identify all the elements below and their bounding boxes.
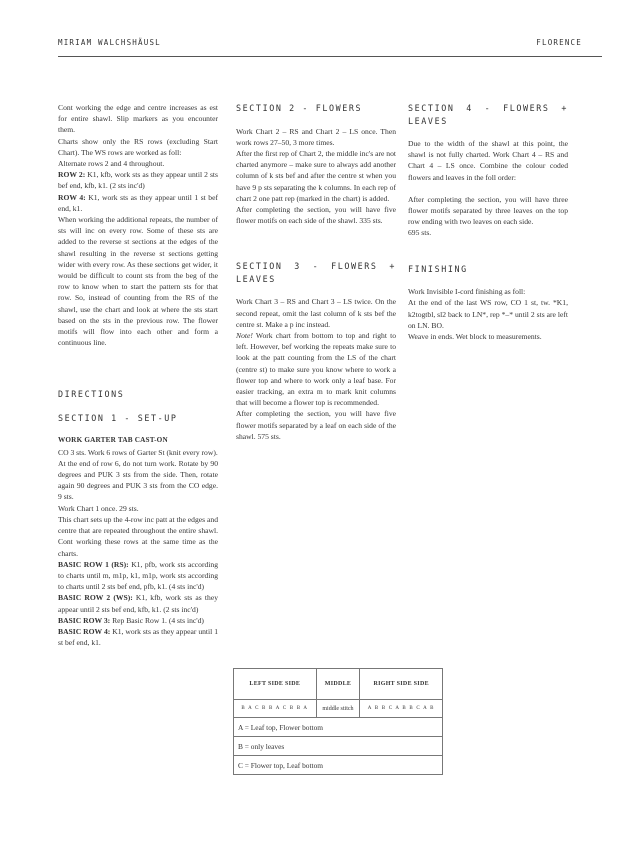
paragraph: At the end of the last WS row, CO 1 st, tw. *K1, k2togtbl, sl2 back to LN*, rep *–* until 2 sts are left on LN. BO.	[408, 298, 568, 330]
row-text: Rep Basic Row 1. (4 sts inc'd)	[110, 615, 204, 625]
paragraph: This chart sets up the 4-row inc patt at the edges and centre that are repeated throughout the entire shawl. Cont working these rows at the same time as the charts.	[58, 514, 218, 558]
row-instruction	[58, 626, 218, 648]
paragraph: When working the additional repeats, the number of sts will inc on every row. Some of these sts are added to the reverse st sections at the edges of the shawl resulting in the reverse st sections getting wider with every row. As these sections get wider, it would be difficult to count sts from the beg of the row to know when to start the pattern sts for that row. So, instead of counting from the RS of the shawl, use the chart and look at where the sts start based on the sts in the previous row. The flower motifs will flow into each other and form a continuous line.	[58, 215, 218, 348]
right-sequence: A B B C A B B C A B	[360, 700, 443, 718]
spacer	[236, 226, 396, 260]
note-label: Note!	[236, 330, 253, 340]
spacer	[58, 424, 218, 435]
row-label: BASIC ROW 3:	[58, 615, 111, 625]
motif-order-table	[233, 668, 443, 775]
paragraph: Work Chart 1 once. 29 sts.	[58, 503, 139, 513]
legend-a: A = Leaf top, Flower bottom	[234, 718, 443, 737]
paragraph: Weave in ends. Wet block to measurements.	[408, 331, 542, 341]
middle-sequence: middle stitch	[316, 700, 360, 718]
spacer	[58, 401, 218, 412]
spacer	[408, 275, 568, 286]
spacer	[408, 127, 568, 138]
row-text: K1, work sts as they appear until 1 st bef end, k1.	[58, 626, 218, 648]
spacer	[408, 183, 568, 194]
paragraph: After the first rep of Chart 2, the middle inc's are not charted anymore – make sure to always add another column of k sts bef and after the centre st when you have 9 p sts separating the k columns. In each rep of chart 2 one patt rep (marked in the chart) is added.	[236, 148, 396, 203]
paragraph: Work Chart 2 – RS and Chart 2 – LS once. Then work rows 27–50, 3 more times.	[236, 126, 396, 147]
spacer	[236, 115, 396, 126]
spacer	[408, 239, 568, 263]
header-divider	[58, 56, 602, 57]
left-side-header: LEFT SIDE SIDE	[234, 669, 317, 700]
row-text: K1, work sts as they appear until 1 st bef end, k1.	[58, 192, 219, 213]
table-header-row	[234, 669, 443, 700]
page-header	[58, 38, 582, 52]
table-row	[234, 756, 443, 775]
row-instruction	[58, 615, 218, 626]
row-text: K1, kfb, work sts as they appear until 2 sts bef end, kfb, k1. (2 sts inc'd)	[58, 170, 218, 191]
paragraph: Cont working the edge and centre increases as est for entire shawl. Slip markers as you encounter them.	[58, 103, 218, 135]
paragraph: After completing the section, you will have five flower motifs separated by a leaf on each side of the shawl. 575 sts.	[236, 409, 396, 441]
table-row	[234, 737, 443, 756]
note-text: Work chart from bottom to top and right to left. However, bef working the repeats make sure to look at the patt counting from the LS of the chart (centre st) to make sure you know where to work a flower top and where to work only a leaf base. For easier tracking, an extra m to mark knit columns that will become a flower top is recommended.	[236, 330, 396, 408]
row-instruction	[58, 592, 218, 614]
paragraph: After completing the section, you will have five flower motifs on each side of the shawl. 335 sts.	[236, 204, 396, 226]
spacer	[58, 348, 218, 388]
legend-b: B = only leaves	[234, 737, 443, 756]
row-label: BASIC ROW 2 (WS):	[58, 593, 133, 603]
row-label: BASIC ROW 4:	[58, 626, 111, 636]
column-right	[408, 102, 568, 342]
table-row	[234, 700, 443, 718]
right-side-header: RIGHT SIDE SIDE	[360, 669, 443, 700]
middle-header: MIDDLE	[316, 669, 360, 700]
row-label: ROW 2:	[58, 170, 86, 180]
row-text: K1, pfb, work sts according to charts until m, m1p, k1, m1p, work sts according to charts until 2 sts bef end, pfb, k1. (4 sts inc'd)	[58, 559, 218, 592]
column-left	[58, 102, 218, 648]
paragraph: At the end of row 6, do not turn work. Rotate by 90 degrees and PUK 3 sts from the side. Then, rotate again 90 degrees and PUK 3 sts from the CO edge. 9 sts.	[58, 458, 218, 502]
section-heading: SECTION 3 - FLOWERS + LEAVES	[236, 261, 396, 284]
note-paragraph	[236, 330, 396, 408]
section-heading: SECTION 2 - FLOWERS	[236, 103, 363, 113]
finishing-heading: FINISHING	[408, 263, 468, 274]
paragraph: CO 3 sts. Work 6 rows of Garter St (knit every row).	[58, 447, 218, 457]
paragraph: After completing the section, you will have three flower motifs separated by three leaves on the top row ending with two leaves on each side.	[408, 194, 568, 227]
left-sequence: B A C B B A C B B A	[234, 700, 317, 718]
row-instruction	[58, 192, 218, 214]
section-heading: SECTION 4 - FLOWERS + LEAVES	[408, 103, 568, 126]
paragraph: Alternate rows 2 and 4 throughout.	[58, 159, 165, 169]
paragraph: 695 sts.	[408, 228, 432, 238]
row-label: BASIC ROW 1 (RS):	[58, 559, 129, 569]
legend-c: C = Flower top, Leaf bottom	[234, 756, 443, 775]
paragraph: Work Invisible I-cord finishing as foll:	[408, 287, 526, 297]
row-label: ROW 4:	[58, 192, 86, 202]
column-middle	[236, 102, 396, 442]
row-instruction	[58, 169, 218, 191]
table-row	[234, 718, 443, 737]
row-instruction	[58, 559, 218, 593]
section-heading: SECTION 1 - SET-UP	[58, 412, 178, 423]
paragraph: Work Chart 3 – RS and Chart 3 – LS twice. On the second repeat, omit the last column of k sts bef the centre st. Make a p inc instead.	[236, 297, 396, 329]
paragraph: Due to the width of the shawl at this point, the shawl is not fully charted. Work Chart 4 – RS and Chart 4 – LS once. Combine the colour coded flowers and leaves in the foll order:	[408, 139, 568, 182]
spacer	[236, 285, 396, 296]
directions-heading: DIRECTIONS	[58, 389, 125, 400]
paragraph: Charts show only the RS rows (excluding Start Chart). The WS rows are worked as foll:	[58, 136, 218, 157]
pattern-title: FLORENCE	[536, 38, 582, 47]
author-name: MIRIAM WALCHSHÄUSL	[58, 38, 161, 47]
sub-heading: WORK GARTER TAB CAST-ON	[58, 436, 168, 445]
row-text: K1, kfb, work sts as they appear until 2 sts bef end, kfb, k1. (2 sts inc'd)	[58, 593, 218, 614]
